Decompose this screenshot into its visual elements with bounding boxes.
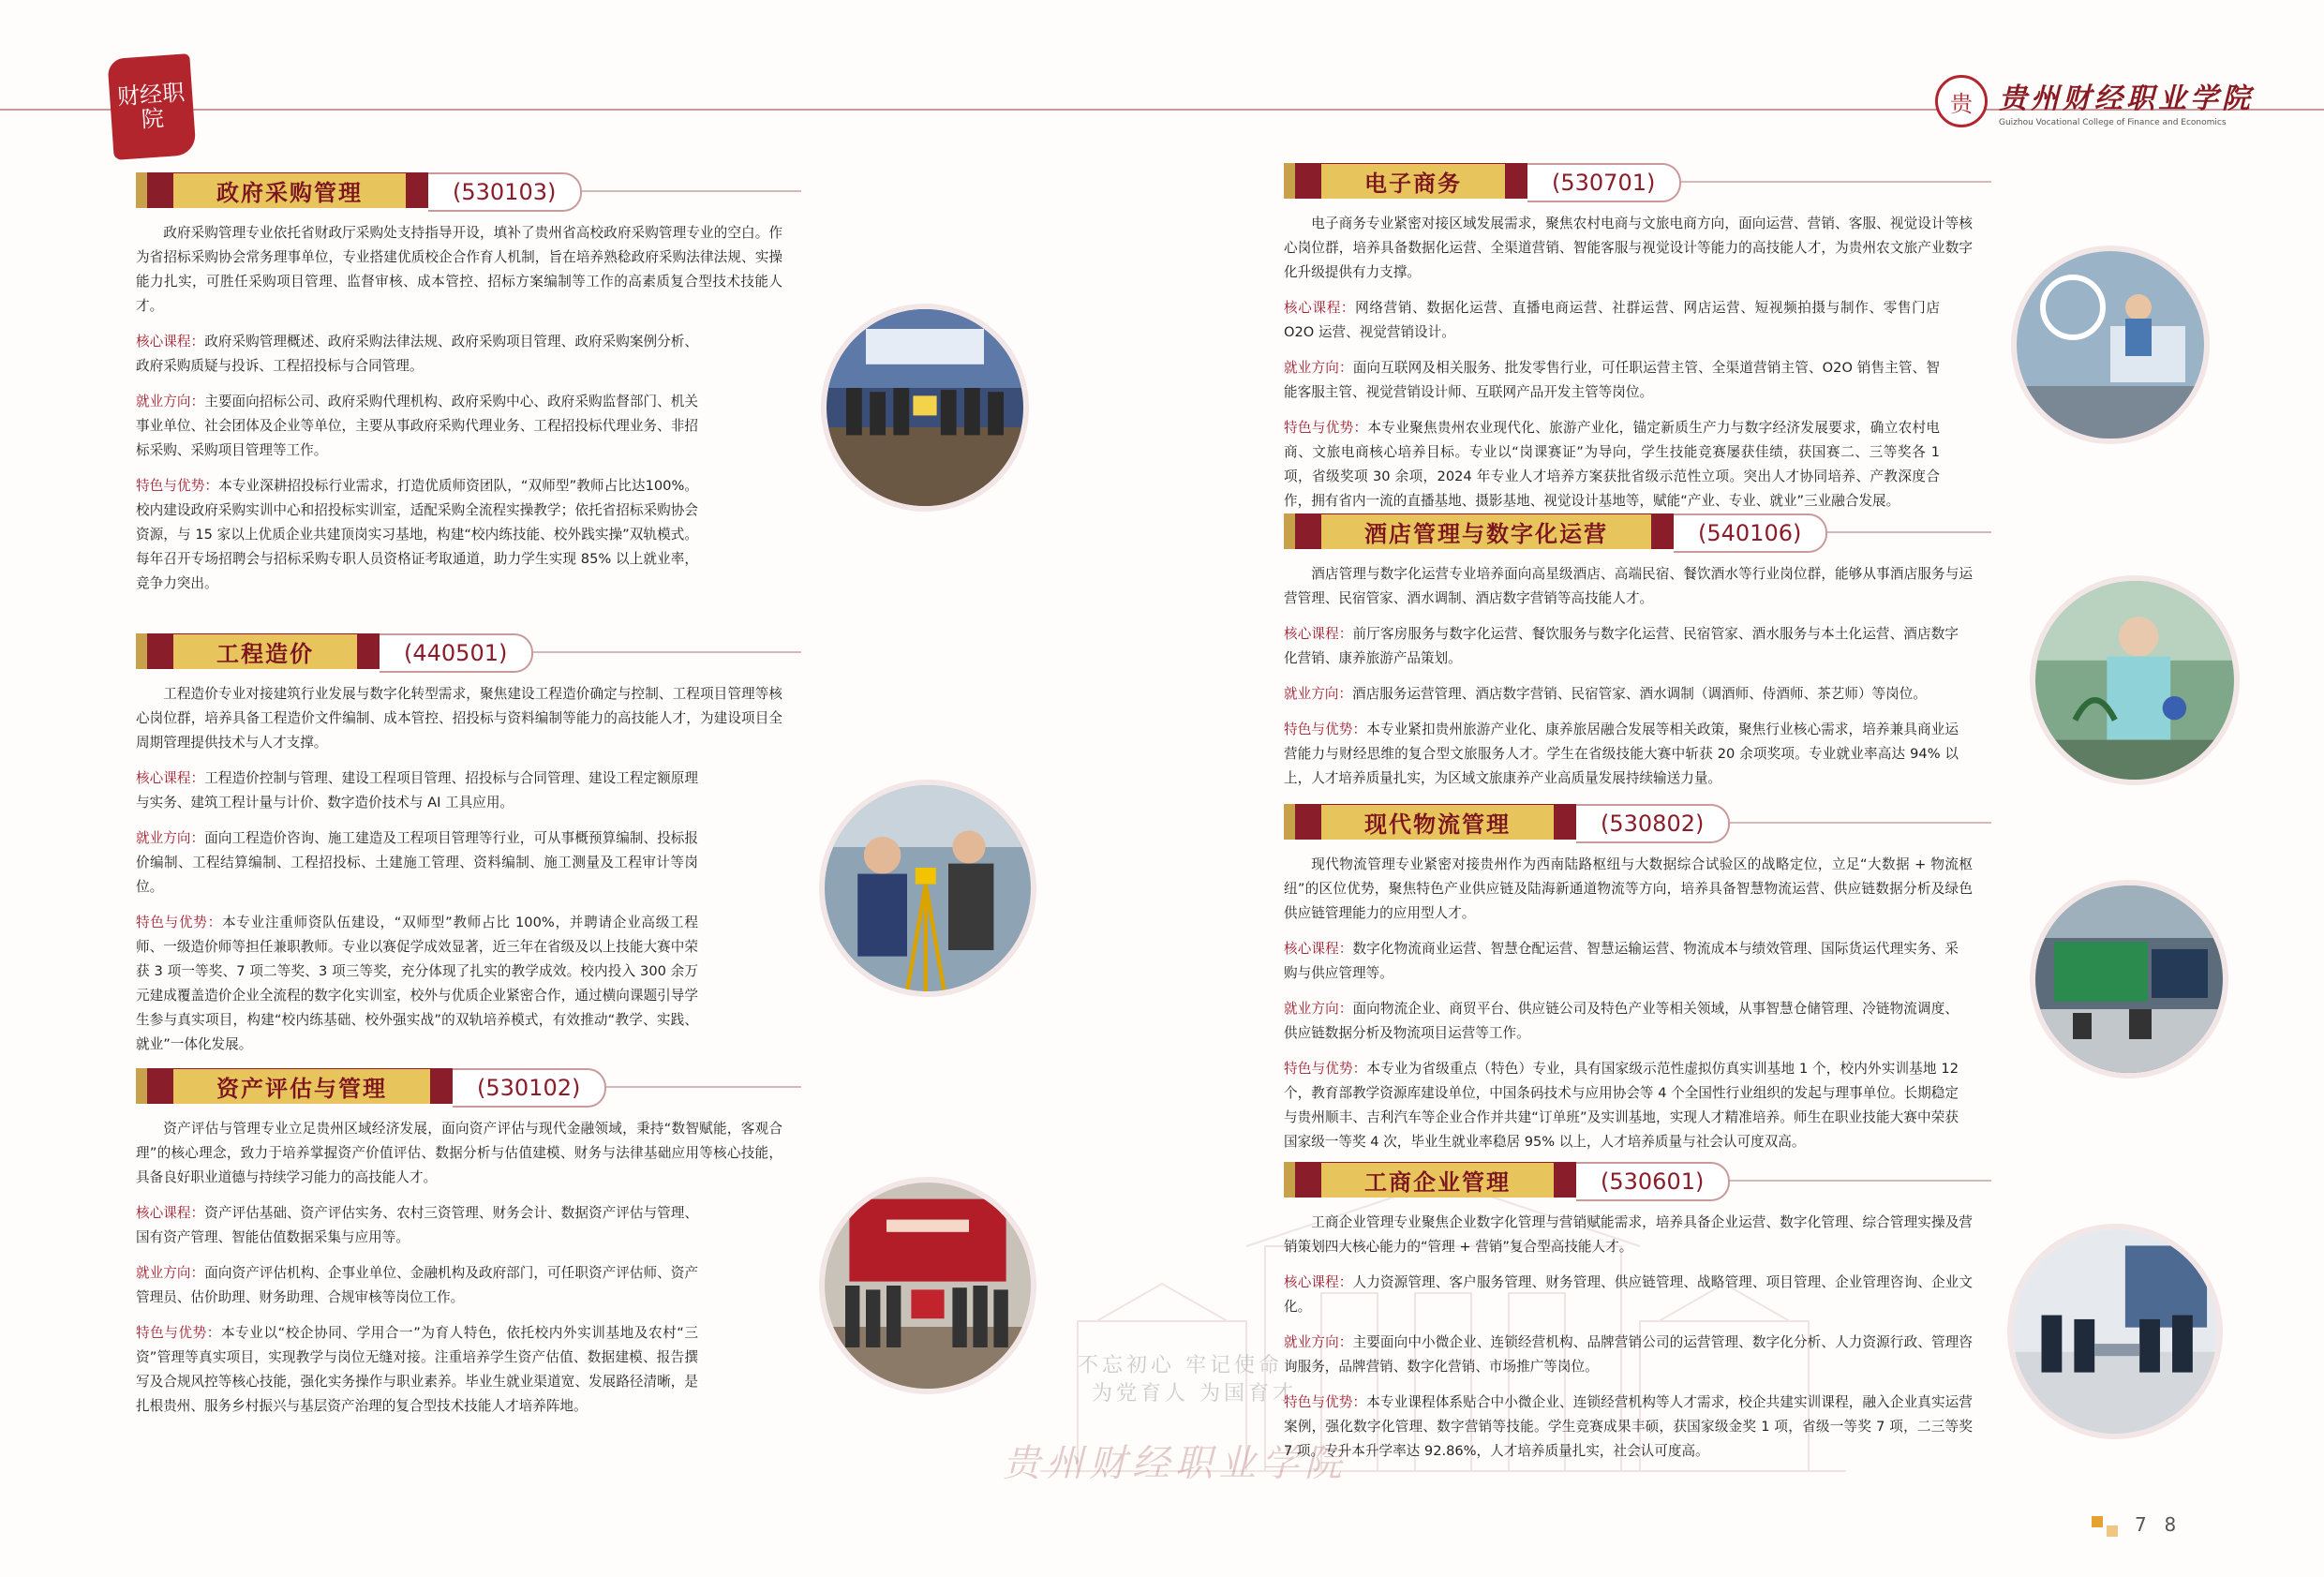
photo-business-management <box>2013 1229 2217 1434</box>
photo-logistics <box>2035 885 2223 1073</box>
detail-text: 电子商务专业紧密对接区域发展需求，聚焦农村电商与文旅电商方向，面向运营、营销、客服、视觉设计等核心岗位群，培养具备数据化运营、全渠道营销、智能客服与视觉设计等能力的高技能人才，为贵州农文旅产业数字化升级提供有力支撑。 <box>1284 216 1973 280</box>
section-detail <box>1284 1391 1973 1464</box>
detail-text: 酒店管理与数字化运营专业培养面向高星级酒店、高端民宿、餐饮酒水等行业岗位群，能够从事酒店服务与运营管理、民宿管家、酒水调制、酒店数字营销等高技能人才。 <box>1284 566 1973 606</box>
detail-text: 本专业紧扣贵州旅游产业化、康养旅居融合发展等相关政策，聚焦行业核心需求，培养兼具商业运营能力与财经思维的复合型文旅服务人才。学生在省级技能大赛中斩获 20 余项奖项。专业就业率高达 94% 以上，人才培养质量扎实，为区域文旅康养产业高质量发展持续输送力量。 <box>1284 722 1959 786</box>
detail-label: 就业方向： <box>136 394 205 409</box>
section-title: 现代物流管理 <box>1321 805 1554 840</box>
section-header <box>136 1068 782 1106</box>
section-detail <box>136 1321 698 1419</box>
detail-label: 核心课程： <box>1284 941 1353 957</box>
detail-label: 特色与优势： <box>1284 420 1368 436</box>
college-logo <box>1935 75 2254 127</box>
section-intro <box>136 221 782 319</box>
detail-label: 特色与优势： <box>1284 722 1367 737</box>
section-detail <box>1284 296 1940 345</box>
detail-label: 特色与优势： <box>136 478 219 494</box>
detail-label: 核心课程： <box>1284 300 1356 316</box>
detail-text: 面向互联网及相关服务、批发零售行业，可任职运营主管、全渠道营销主管、O2O 销售主管、智能客服主管、视觉营销设计师、互联网产品开发主管等岗位。 <box>1284 360 1940 400</box>
detail-text: 工程造价控制与管理、建设工程项目管理、招投标与合同管理、建设工程定额原理与实务、建筑工程计量与计价、数字造价技术与 AI 工具应用。 <box>136 770 698 811</box>
section-title: 政府采购管理 <box>173 173 406 208</box>
section-rule <box>533 651 801 653</box>
detail-text: 面向工程造价咨询、施工建造及工程项目管理等行业，可从事概预算编制、投标报价编制、工程结算编制、工程招投标、土建施工管理、资料编制、施工测量及工程审计等岗位。 <box>136 830 698 895</box>
photo-e-commerce <box>2017 251 2204 439</box>
section-code: (530102) <box>453 1068 606 1108</box>
section-intro <box>136 1117 782 1190</box>
section-intro <box>1284 1211 1973 1259</box>
section-code: (530103) <box>428 172 582 212</box>
section-title-bar <box>1284 1162 1576 1198</box>
section-detail <box>1284 682 1959 707</box>
detail-text: 资产评估基础、资产评估实务、农村三资管理、财务会计、数据资产评估与管理、国有资产管理、智能估值数据采集与应用等。 <box>136 1205 698 1245</box>
detail-label: 特色与优势： <box>1284 1061 1367 1077</box>
section-title: 酒店管理与数字化运营 <box>1321 514 1651 549</box>
detail-text: 本专业注重师资队伍建设，“双师型”教师占比 100%，并聘请企业高级工程师、一级造价师等担任兼职教师。专业以赛促学成效显著，近三年在省级及以上技能大赛中荣获 3 项一等奖、7 项二等奖、3 项三等奖，充分体现了扎实的教学成效。校内投入 300 余万元建成覆盖造价企业全流程的数字化实训室，校外与优质企业紧密合作，通过横向课题引导学生参与真实项目，构建“校内练基础、校外强实战”的双轨培养模式，有效推动“教学、实践、就业”一体化发展。 <box>136 915 698 1052</box>
section-left_column-0 <box>136 172 782 596</box>
page-numbers: 7 8 <box>2135 1513 2179 1536</box>
detail-text: 面向物流企业、商贸平台、供应链公司及特色产业等相关领域，从事智慧仓储管理、冷链物流调度、供应链数据分析及物流项目运营等工作。 <box>1284 1001 1959 1041</box>
detail-text: 主要面向招标公司、政府采购代理机构、政府采购中心、政府采购监督部门、机关事业单位、社会团体及企业等单位，主要从事政府采购代理业务、工程招投标代理业务、非招标采购、采购项目管理等工作。 <box>136 394 698 458</box>
section-header <box>1284 513 1973 551</box>
section-right_column-1 <box>1284 513 1973 791</box>
detail-label: 核心课程： <box>1284 1274 1353 1290</box>
college-seal-icon: 贵 <box>1935 75 1988 127</box>
section-header <box>136 633 782 671</box>
college-name-block <box>1999 75 2254 127</box>
section-intro <box>1284 853 1973 926</box>
section-rule <box>606 1086 801 1088</box>
section-detail <box>1284 1057 1959 1154</box>
section-intro <box>136 682 782 755</box>
left-calligraphy-logo <box>107 53 196 160</box>
section-detail <box>136 766 698 815</box>
section-left_column-2 <box>136 1068 782 1419</box>
detail-text: 本专业深耕招投标行业需求，打造优质师资团队，“双师型”教师占比达100%。校内建设政府采购实训中心和招投标实训室，适配采购全流程实操教学；依托省招标采购协会资源，与 15 家以上优质企业共建顶岗实习基地，构建“校内练技能、校外践实操”双轨模式。每年召开专场招聘会与招标采购专职人员资格证考取通道，助力学生实现 85% 以上就业率，竞争力突出。 <box>136 478 698 591</box>
section-header <box>136 172 782 210</box>
detail-text: 本专业聚焦贵州农业现代化、旅游产业化，锚定新质生产力与数字经济发展要求，确立农村电商、文旅电商核心培养目标。专业以“岗课赛证”为导向，学生技能竞赛屡获佳绩，获国赛二、三等奖各 1 项，省级奖项 30 余项，2024 年专业人才培养方案获批省级示范性立项。突出人才协同培养、产教深度合作，拥有省内一流的直播基地、摄影基地、视觉设计基地等，赋能“产业、专业、就业”三业融合发展。 <box>1284 420 1940 509</box>
detail-text: 政府采购管理概述、政府采购法律法规、政府采购项目管理、政府采购案例分析、政府采购质疑与投诉、工程招投标与合同管理。 <box>136 334 698 374</box>
section-right_column-0 <box>1284 163 1973 513</box>
photo-government-procurement <box>827 309 1023 506</box>
section-detail <box>136 1261 698 1310</box>
section-code: (530802) <box>1576 804 1730 843</box>
detail-label: 核心课程： <box>136 334 205 350</box>
detail-text: 酒店服务运营管理、酒店数字营销、民宿管家、酒水调制（调酒师、侍酒师、茶艺师）等岗位。 <box>1351 686 1927 702</box>
detail-label: 特色与优势： <box>136 1325 221 1341</box>
section-detail <box>136 826 698 900</box>
detail-label: 特色与优势： <box>1284 1394 1367 1410</box>
detail-text: 网络营销、数据化运营、直播电商运营、社群运营、网店运营、短视频拍摄与制作、零售门店 O2O 运营、视觉营销设计。 <box>1284 300 1940 340</box>
section-detail <box>136 330 698 379</box>
footer-square-1 <box>2092 1516 2103 1527</box>
section-intro <box>1284 562 1973 611</box>
photo-engineering-cost <box>825 785 1031 991</box>
photo-asset-evaluation <box>825 1183 1031 1389</box>
detail-label: 核心课程： <box>136 770 205 786</box>
section-code: (530701) <box>1527 163 1681 202</box>
section-rule <box>582 190 801 192</box>
detail-text: 人力资源管理、客户服务管理、财务管理、供应链管理、战略管理、项目管理、企业管理咨询、企业文化。 <box>1284 1274 1973 1315</box>
college-name-en: Guizhou Vocational College of Finance and Economics <box>1999 118 2227 127</box>
section-intro <box>1284 212 1973 285</box>
detail-text: 面向资产评估机构、企事业单位、金融机构及政府部门，可任职资产评估师、资产管理员、估价助理、财务助理、合规审核等岗位工作。 <box>136 1265 698 1305</box>
detail-text: 现代物流管理专业紧密对接贵州作为西南陆路枢纽与大数据综合试验区的战略定位，立足“大数据 + 物流枢纽”的区位优势，聚焦特色产业供应链及陆海新通道物流等方向，培养具备智慧物流运营、供应链数据分析及绿色供应链管理能力的应用型人才。 <box>1284 856 1973 921</box>
detail-text: 本专业为省级重点（特色）专业，具有国家级示范性虚拟仿真实训基地 1 个，校内外实训基地 12 个，教育部教学资源库建设单位，中国条码技术与应用协会等 4 个全国性行业组织的发起与理事单位。长期稳定与贵州顺丰、吉利汽车等企业合作并共建“订单班”及实训基地，实现人才精准培养。师生在职业技能大赛中荣获国家级一等奖 4 次，毕业生就业率稳居 95% 以上，人才培养质量与社会认可度双高。 <box>1284 1061 1959 1150</box>
section-title-bar <box>136 1068 453 1104</box>
detail-text: 主要面向中小微企业、连锁经营机构、品牌营销公司的运营管理、数字化分析、人力资源行政、管理咨询服务，品牌营销、数字化营销、市场推广等岗位。 <box>1284 1334 1973 1375</box>
section-title-bar <box>1284 513 1674 549</box>
detail-text: 工程造价专业对接建筑行业发展与数字化转型需求，聚焦建设工程造价确定与控制、工程项目管理等核心岗位群，培养具备工程造价文件编制、成本管控、招投标与资料编制等能力的高技能人才，为建设项目全周期管理提供技术与人才支撑。 <box>136 686 782 751</box>
section-code: (540106) <box>1674 513 1827 553</box>
college-watermark: 贵州财经职业学院 <box>1003 1442 1348 1485</box>
section-title: 资产评估与管理 <box>173 1069 430 1104</box>
detail-label: 就业方向： <box>1284 360 1353 376</box>
section-title-bar <box>136 633 380 669</box>
section-detail <box>1284 356 1940 405</box>
section-header <box>1284 163 1973 201</box>
section-detail <box>1284 718 1959 791</box>
photo-hotel-management <box>2035 581 2234 780</box>
section-detail <box>1284 622 1959 671</box>
section-rule <box>1827 531 1991 533</box>
section-detail <box>1284 937 1959 986</box>
section-rule <box>1730 822 1991 824</box>
detail-text: 工商企业管理专业聚焦企业数字化管理与营销赋能需求，培养具备企业运营、数字化管理、综合管理实操及营销策划四大核心能力的“管理 + 营销”复合型高技能人才。 <box>1284 1214 1973 1255</box>
section-rule <box>1730 1180 1991 1182</box>
detail-text: 资产评估与管理专业立足贵州区域经济发展，面向资产评估与现代金融领域，秉持“数智赋能，客观合理”的核心理念，致力于培养掌握资产价值评估、数据分析与估值建模、财务与法律基础应用等核心技能，具备良好职业道德与持续学习能力的高技能人才。 <box>136 1121 782 1185</box>
section-title: 电子商务 <box>1321 164 1505 199</box>
detail-label: 核心课程： <box>136 1205 205 1221</box>
section-detail <box>1284 997 1959 1046</box>
section-detail <box>136 390 698 463</box>
section-title-bar <box>136 172 428 208</box>
section-detail <box>136 474 698 596</box>
motto-line-1: 不忘初心 牢记使命 <box>1078 1354 1283 1377</box>
detail-label: 特色与优势： <box>136 915 222 930</box>
section-detail <box>136 1201 698 1250</box>
section-code: (530601) <box>1576 1162 1730 1201</box>
section-left_column-1 <box>136 633 782 1057</box>
section-rule <box>1681 181 1991 183</box>
motto-line-2: 为党育人 为国育才 <box>1092 1382 1297 1406</box>
detail-label: 就业方向： <box>136 830 205 846</box>
detail-label: 核心课程： <box>1284 626 1353 642</box>
college-name-cn: 贵州财经职业学院 <box>1999 82 2254 115</box>
section-title: 工程造价 <box>173 634 357 669</box>
section-detail <box>1284 1271 1973 1319</box>
detail-text: 政府采购管理专业依托省财政厅采购处支持指导开设，填补了贵州省高校政府采购管理专业的空白。作为省招标采购协会常务理事单位，专业搭建优质校企合作育人机制，旨在培养熟稔政府采购法律法规、实操能力扎实，可胜任采购项目管理、监督审核、成本管控、招标方案编制等工作的高素质复合型技术技能人才。 <box>136 225 782 314</box>
detail-label: 就业方向： <box>1284 1001 1353 1017</box>
section-header <box>1284 804 1973 841</box>
section-code: (440501) <box>380 633 533 673</box>
section-title: 工商企业管理 <box>1321 1163 1554 1198</box>
detail-text: 本专业课程体系贴合中小微企业、连锁经营机构等人才需求，校企共建实训课程，融入企业真实运营案例，强化数字化管理、数字营销等技能。学生竞赛成果丰硕，获国家级金奖 1 项，省级一等奖 7 项，二三等奖 7 项。专升本升学率达 92.86%，人才培养质量扎实，社会认可度高。 <box>1284 1394 1973 1459</box>
detail-text: 数字化物流商业运营、智慧仓配运营、智慧运输运营、物流成本与绩效管理、国际货运代理实务、采购与供应管理等。 <box>1284 941 1959 981</box>
section-title-bar <box>1284 163 1527 199</box>
section-title-bar <box>1284 804 1576 840</box>
detail-text: 前厅客房服务与数字化运营、餐饮服务与数字化运营、民宿管家、酒水服务与本土化运营、酒店数字化营销、康养旅游产品策划。 <box>1284 626 1959 666</box>
section-detail <box>1284 1331 1973 1379</box>
detail-label: 就业方向： <box>1284 1334 1353 1350</box>
detail-label: 就业方向： <box>1284 686 1352 702</box>
section-right_column-3 <box>1284 1162 1973 1464</box>
section-detail <box>136 911 698 1057</box>
detail-text: 本专业以“校企协同、学用合一”为育人特色，依托校内外实训基地及农村“三资”管理等真实项目，实现教学与岗位无缝对接。注重培养学生资产估值、数据建模、报告撰写及合规风控等核心技能，强化实务操作与职业素养。毕业生就业渠道宽、发展路径清晰，是扎根贵州、服务乡村振兴与基层资产治理的复合型技术技能人才培养阵地。 <box>136 1325 698 1414</box>
section-header <box>1284 1162 1973 1199</box>
section-detail <box>1284 416 1940 513</box>
section-right_column-2 <box>1284 804 1973 1154</box>
detail-label: 就业方向： <box>136 1265 205 1281</box>
left-logo-text: 财经职院 <box>116 79 186 133</box>
footer-square-2 <box>2107 1525 2118 1537</box>
